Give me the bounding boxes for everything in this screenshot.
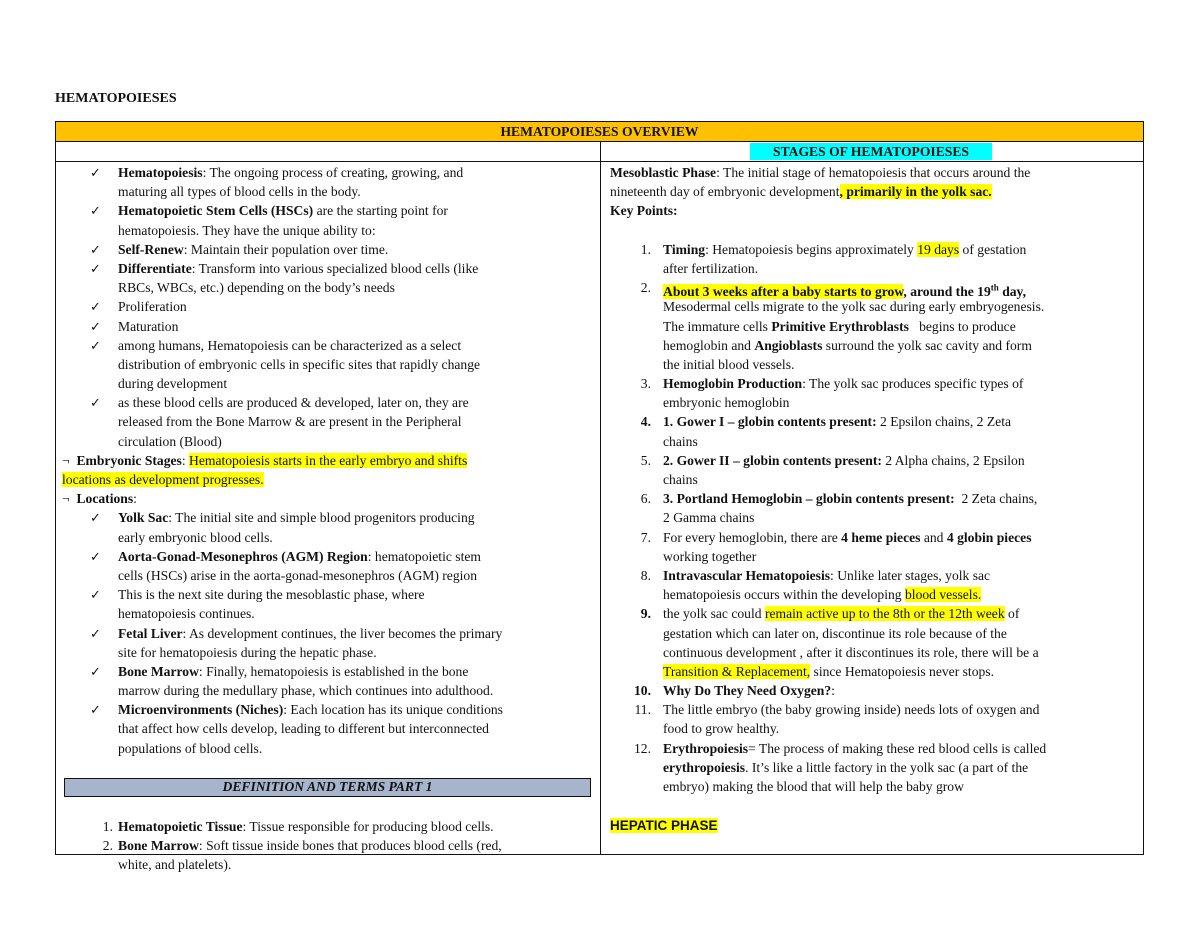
definition-header: DEFINITION AND TERMS PART 1 (64, 778, 591, 797)
check-icon: ✓ (90, 548, 101, 564)
overview-table (55, 121, 1144, 873)
check-icon: ✓ (90, 337, 101, 353)
check-icon: ✓ (90, 299, 101, 315)
right-subheader (601, 142, 1143, 162)
check-icon: ✓ (90, 241, 101, 257)
check-icon: ✓ (90, 260, 101, 276)
hepatic-phase-heading: HEPATIC PHASE (610, 818, 718, 834)
check-icon: ✓ (90, 318, 101, 334)
square-bullet-icon: ¬ (62, 491, 70, 507)
stages-header: STAGES OF HEMATOPOIESES (750, 143, 992, 160)
left-content: ✓ Hematopoiesis: The ongoing process of creating, growing, and maturing all types of blood cells in the body. ✓ Hematopoietic Stem Cells (HSCs) are the starting point for hematopoiesis. They have the unique ability to: ✓ Self-Renew: Maintain their population over time. ✓ Differentiate: Transform into various specialized blood cells (like RBCs, WBCs, etc.) depending on the body’s needs ✓ Proliferation ✓ Maturation ✓ among humans, Hematopoiesis can be characterized as a select distribution of embryonic cells in specific sites that rapidly change during development ✓ as these blood cells are produced & developed, later on, they are released from the Bone Marrow & are present in the Peripheral circulation (Blood) ¬ Embryonic Stages: Hematopoiesis starts in the early embryo and shifts locations as development progresses. ¬ Locations: ✓ Yolk Sac: The initial site and simple blood progenitors producing early embryonic blood cells. ✓ Aorta-Gonad-Mesonephros (AGM) Region: hematopoietic stem cells (HSCs) arise in the aorta-gonad-mesonephros (AGM) region ✓ This is the next site during the mesoblastic phase, where hematopoiesis continues. ✓ Fetal Liver: As development continues, the liver becomes the primary site for hematopoiesis during the hepatic phase. ✓ Bone Marrow: Finally, hematopoiesis is established in the bone marrow during the medullary phase, which continues into adulthood. ✓ Microenvironments (Niches): Each location has its unique conditions that affect how cells develop, leading to different but interconnected populations of blood cells. (62, 165, 503, 756)
check-icon: ✓ (90, 663, 101, 679)
check-icon: ✓ (90, 395, 101, 411)
overview-header: HEMATOPOIESES OVERVIEW (56, 122, 1143, 142)
check-icon: ✓ (90, 625, 101, 641)
definition-list: 1. Hematopoietic Tissue: Tissue responsible for producing blood cells. 2. Bone Marrow: Soft tissue inside bones that produces blood cells (red, white, and platelets). (102, 819, 502, 873)
check-icon: ✓ (90, 702, 101, 718)
check-icon: ✓ (90, 510, 101, 526)
left-subheader (56, 142, 600, 162)
check-icon: ✓ (90, 165, 101, 180)
document-title: HEMATOPOIESES (55, 91, 177, 106)
square-bullet-icon: ¬ (62, 452, 70, 468)
left-column (56, 142, 601, 873)
check-icon: ✓ (90, 203, 101, 219)
check-icon: ✓ (90, 587, 101, 603)
right-content: Mesoblastic Phase: The initial stage of hematopoiesis that occurs around the nineteenth day of embryonic development, primarily in the yolk sac. Key Points: 1. Timing: Hematopoiesis begins approximately 19 days of gestation after fertilization. 2. About 3 weeks after a baby starts to grow, around the 19th day, Mesodermal cells migrate to the yolk sac during early embryogenesis. The immature cells Primitive Erythroblasts begins to produce hemoglobin and Angioblasts surround the yolk sac cavity and form the initial blood vessels. 3. Hemoglobin Production: The yolk sac produces specific types of embryonic hemoglobin 4. 1. Gower I – globin contents present: 2 Epsilon chains, 2 Zeta chains 5. 2. Gower II – globin contents present: 2 Alpha chains, 2 Epsilon chains 6. 3. Portland Hemoglobin – globin contents present: 2 Zeta chains, 2 Gamma chains 7. For every hemoglobin, there are 4 heme pieces and 4 globin pieces working together 8. Intravascular Hematopoiesis: Unlike later stages, yolk sac hematopoiesis occurs within the developing blood vessels. 9. the yolk sac could remain active up to the 8th or the 12th week of gestation which can later on, discontinue its role because of the continuous development , after it discontinues its role, there will be a Transition & Replacement, since Hematopoiesis never stops. 10. Why Do They Need Oxygen?: 11. The little embryo (the baby growing inside) needs lots of oxygen and food to grow healthy. 12. Erythropoiesis= The process of making these red blood cells is called erythropoiesis. It’s like a little factory in the yolk sac (a part of the embryo) making the blood that will help the baby grow HEPATIC PHASE (610, 165, 1047, 834)
right-column (601, 142, 1143, 854)
